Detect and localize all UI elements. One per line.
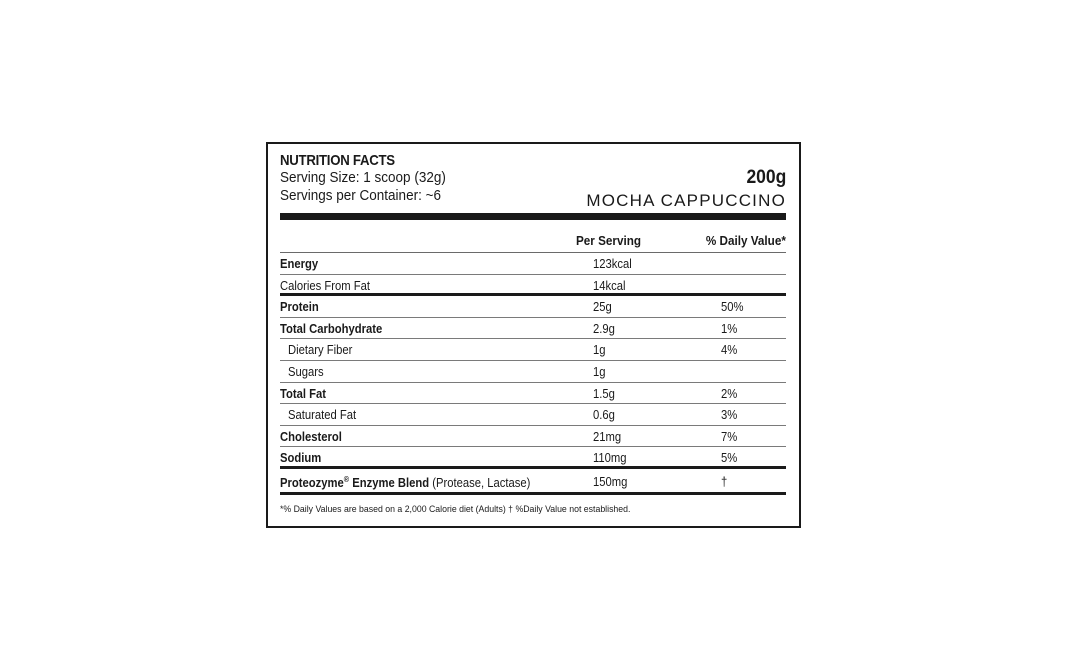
nutrient-amount: 1g bbox=[593, 364, 606, 379]
nutrient-name: Sodium bbox=[280, 451, 322, 466]
nutrient-amount: 0.6g bbox=[593, 408, 615, 423]
nutrition-facts-panel bbox=[266, 142, 801, 528]
nutrient-daily-value: 50% bbox=[721, 300, 744, 315]
blend-detail: (Protease, Lactase) bbox=[429, 476, 531, 491]
nutrient-daily-value: 1% bbox=[721, 321, 738, 336]
nutrient-row-sodium bbox=[280, 447, 786, 469]
nutrient-name: Dietary Fiber bbox=[288, 343, 353, 358]
nutrient-row-dietary-fiber bbox=[280, 339, 786, 361]
nutrient-amount: 150mg bbox=[593, 474, 628, 489]
nutrient-amount: 123kcal bbox=[593, 257, 632, 271]
nutrient-daily-value: † bbox=[721, 474, 728, 489]
nutrient-name: Total Carbohydrate bbox=[280, 321, 383, 336]
nutrient-name: Cholesterol bbox=[280, 429, 342, 444]
nutrient-amount: 14kcal bbox=[593, 278, 626, 293]
blend-name-suffix: Enzyme Blend bbox=[349, 476, 430, 491]
nutrient-amount: 1.5g bbox=[593, 386, 615, 401]
blend-brand bbox=[280, 476, 429, 490]
nutrient-table bbox=[280, 253, 786, 495]
nutrient-row-energy bbox=[280, 253, 786, 275]
header-divider bbox=[280, 213, 786, 220]
blend-name bbox=[280, 475, 530, 490]
net-weight: 200g bbox=[746, 167, 786, 188]
column-header-per-serving: Per Serving bbox=[576, 233, 642, 248]
nutrient-name: Energy bbox=[280, 257, 319, 271]
serving-size: Serving Size: 1 scoop (32g) bbox=[280, 169, 446, 186]
footnote: *% Daily Values are based on a 2,000 Calorie diet (Adults) † %Daily Value not established. bbox=[280, 504, 631, 515]
nutrient-name: Total Fat bbox=[280, 386, 327, 401]
nutrient-amount: 1g bbox=[593, 343, 606, 358]
nutrient-row-protein bbox=[280, 296, 786, 318]
nutrient-name: Sugars bbox=[288, 364, 324, 379]
nutrient-amount: 21mg bbox=[593, 429, 622, 444]
nutrient-amount: 25g bbox=[593, 300, 612, 315]
nutrient-name: Protein bbox=[280, 300, 319, 315]
nutrient-row-enzyme-blend bbox=[280, 469, 786, 495]
nutrient-name: Calories From Fat bbox=[280, 278, 371, 293]
registered-mark: ® bbox=[343, 474, 350, 484]
nutrient-row-cholesterol bbox=[280, 426, 786, 448]
nutrient-row-saturated-fat bbox=[280, 404, 786, 426]
nutrient-daily-value: 3% bbox=[721, 408, 738, 423]
nutrient-daily-value: 4% bbox=[721, 343, 738, 358]
nutrient-amount: 2.9g bbox=[593, 321, 615, 336]
blend-brand-name: Proteozyme bbox=[280, 476, 344, 491]
nutrient-row-calories-from-fat bbox=[280, 275, 786, 297]
servings-per-container: Servings per Container: ~6 bbox=[280, 187, 441, 204]
label-title: NUTRITION FACTS bbox=[280, 152, 395, 169]
nutrient-daily-value: 7% bbox=[721, 429, 738, 444]
nutrient-row-total-carbohydrate bbox=[280, 318, 786, 340]
nutrient-daily-value: 2% bbox=[721, 386, 738, 401]
nutrient-row-sugars bbox=[280, 361, 786, 383]
serving-info bbox=[280, 169, 446, 205]
flavor-name: MOCHA CAPPUCCINO bbox=[586, 191, 786, 210]
nutrient-row-total-fat bbox=[280, 383, 786, 405]
nutrient-amount: 110mg bbox=[593, 451, 627, 466]
nutrient-daily-value: 5% bbox=[721, 451, 738, 466]
nutrient-name: Saturated Fat bbox=[288, 408, 357, 423]
nutrition-facts-content bbox=[280, 144, 786, 526]
column-header-daily-value: % Daily Value* bbox=[705, 233, 786, 248]
